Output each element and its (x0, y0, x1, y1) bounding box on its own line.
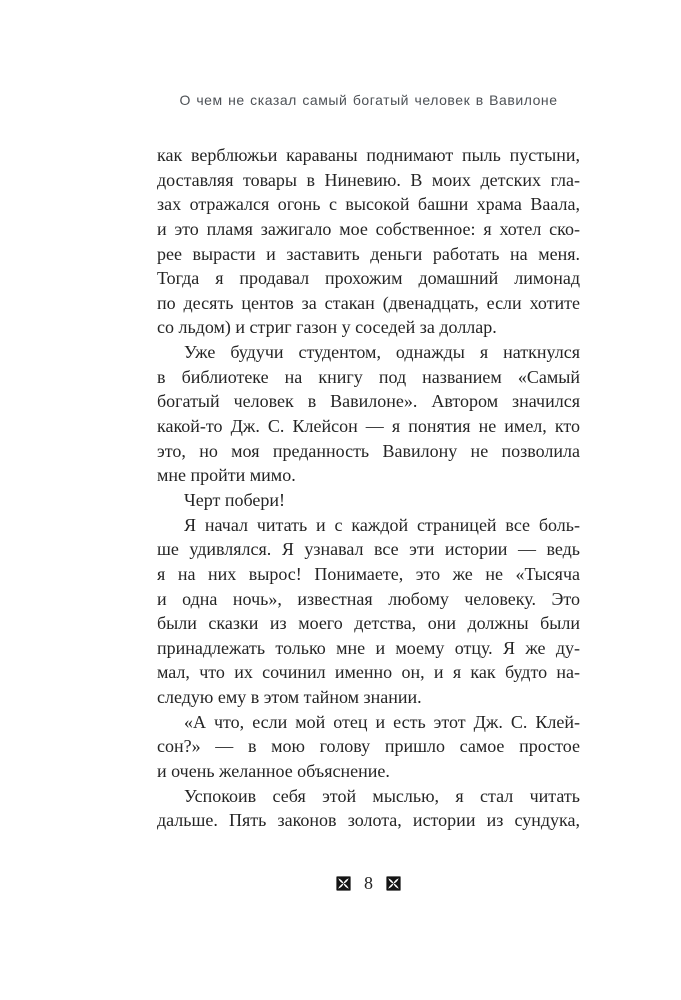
text-line: и очень желанное объяснение. (157, 761, 390, 782)
text-line: «А что, если мой отец и есть этот Дж. С. Клей- (184, 711, 580, 732)
text-line: Я начал читать и с каждой страницей все боль- (184, 514, 580, 535)
body-text (157, 143, 580, 833)
text-line: доставляя товары в Ниневию. В моих детских гла- (157, 169, 580, 190)
text-line: ше удивлялся. Я узнавал все эти истории — ведь (157, 539, 580, 560)
footer-ornament-left-icon (336, 876, 351, 891)
text-line: богатый человек в Вавилоне». Автором значился (157, 391, 580, 412)
text-line: зах отражался огонь с высокой башни храма Ваала, (157, 194, 580, 215)
text-line: сон?» — в мою голову пришло самое простое (157, 736, 580, 757)
text-line: со льдом) и стриг газон у соседей за доллар. (157, 317, 497, 338)
page-footer (157, 870, 580, 896)
text-line: и одна ночь», известная любому человеку. Это (157, 588, 580, 609)
text-line: следую ему в этом тайном знании. (157, 687, 422, 708)
text-line: какой-то Дж. С. Клейсон — я понятия не имел, кто (157, 416, 580, 437)
text-line: Уже будучи студентом, однажды я наткнулся (184, 342, 580, 363)
text-line: Черт побери! (184, 489, 285, 510)
running-head: О чем не сказал самый богатый человек в Вавилоне (179, 92, 558, 108)
text-line: дальше. Пять законов золота, истории из сундука, (157, 810, 580, 831)
text-line: рее вырасти и заставить деньги работать на меня. (157, 243, 580, 264)
text-line: как верблюжьи караваны поднимают пыль пустыни, (157, 145, 580, 165)
text-line: были сказки из моего детства, они должны были (157, 613, 580, 634)
text-line: мал, что их сочинил именно он, и я как будто на- (157, 662, 580, 683)
footer-ornament-right-icon (386, 876, 401, 891)
text-line: Тогда я продавал прохожим домашний лимонад (157, 268, 580, 289)
text-line: это, но моя преданность Вавилону не позволила (157, 440, 580, 461)
page-number: 8 (364, 872, 373, 893)
text-line: мне пройти мимо. (157, 465, 296, 486)
text-line: в библиотеке на книгу под названием «Самый (157, 366, 580, 387)
text-line: и это пламя зажигало мое собственное: я хотел ско- (157, 218, 580, 239)
text-line: Успокоив себя этой мыслью, я стал читать (184, 785, 580, 806)
text-column (157, 0, 580, 1000)
text-line: принадлежать только мне и моему отцу. Я же ду- (157, 637, 580, 658)
text-line: по десять центов за стакан (двенадцать, если хотите (157, 292, 580, 313)
text-line: я на них вырос! Понимаете, это же не «Тысяча (157, 563, 580, 584)
